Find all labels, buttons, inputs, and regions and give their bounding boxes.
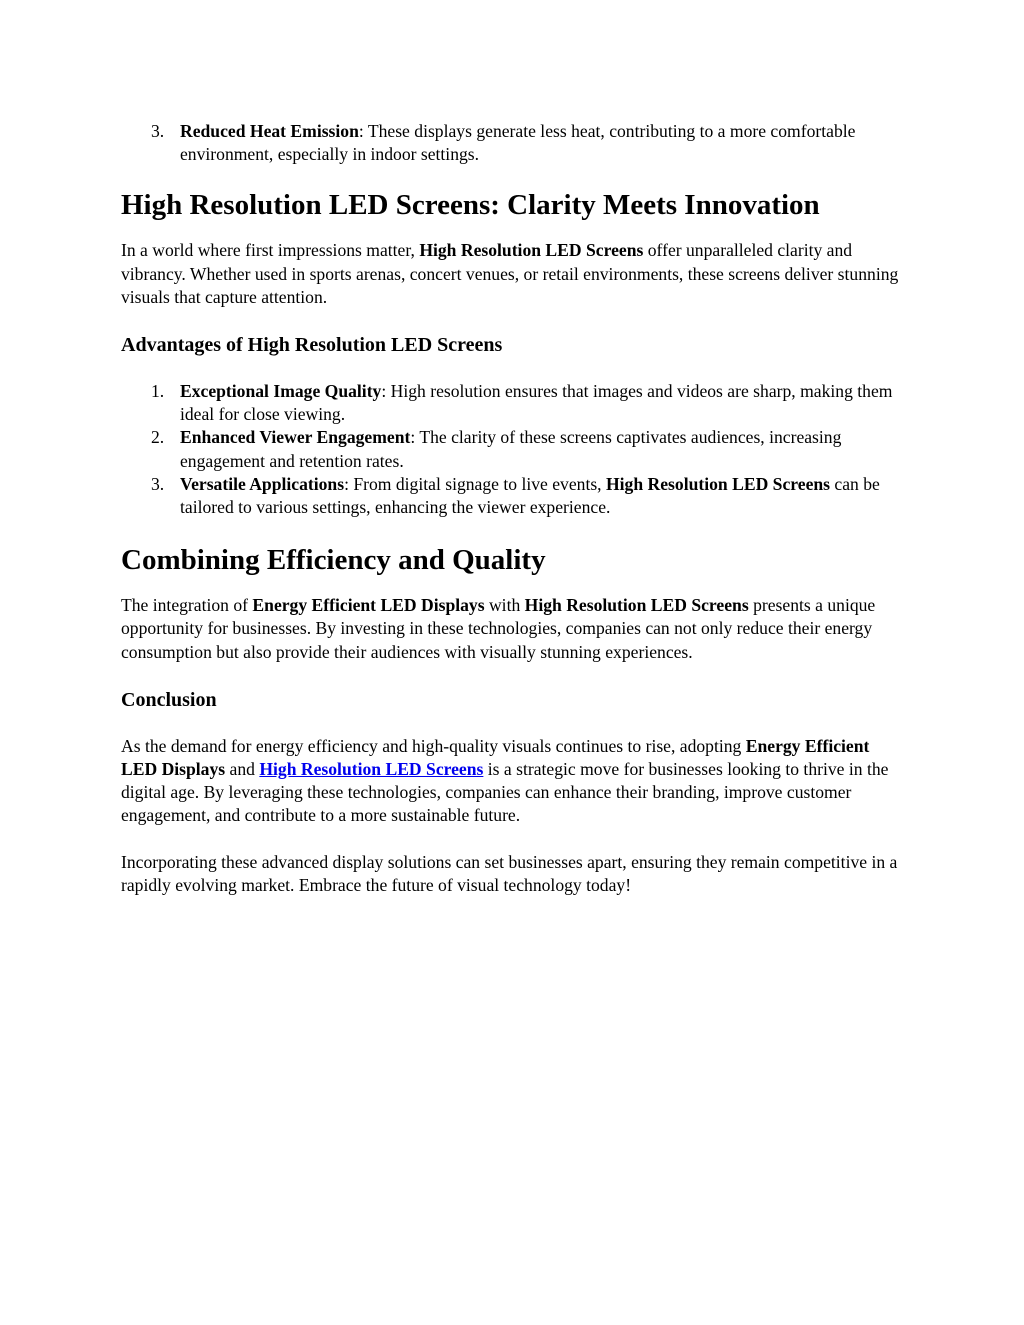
list-item — [121, 473, 906, 519]
conclusion-text-mid: and — [225, 759, 260, 780]
combine-bold-term-2: High Resolution LED Screens — [524, 595, 749, 616]
combine-text-mid: with — [484, 595, 525, 616]
combine-text-start: The integration of — [121, 595, 253, 616]
intro-text-end: offer unparalleled clarity and vibrancy. Whether used in sports arenas, concert venues, or retail environments, these screens deliver stunning visuals that capture attention. — [121, 240, 899, 307]
list-item-text: : The clarity of these screens captivates audiences, increasing engagement and retention rates. — [180, 427, 842, 471]
conclusion-paragraph-1 — [121, 735, 906, 828]
combine-bold-term-1: Energy Efficient LED Displays — [252, 595, 485, 616]
conclusion-heading: Conclusion — [121, 688, 217, 711]
intro-bold-term: High Resolution LED Screens — [419, 240, 644, 261]
list-item-text: : These displays generate less heat, contributing to a more comfortable environment, especially in indoor settings. — [180, 121, 856, 165]
list-item-bold-term: High Resolution LED Screens — [605, 473, 831, 494]
benefits-list-continued — [121, 120, 906, 166]
conclusion-text-end: is a strategic move for businesses looking to thrive in the digital age. By leveraging these technologies, companies can enhance their branding, improve customer engagement, and contribute to a more sustainable future. — [121, 759, 889, 826]
list-item — [121, 120, 906, 166]
intro-text-start: In a world where first impressions matter, — [121, 240, 420, 261]
list-item-title: Enhanced Viewer Engagement — [180, 427, 411, 448]
list-number: 2. — [151, 427, 165, 448]
section-heading-combining: Combining Efficiency and Quality — [121, 544, 546, 577]
conclusion-bold-term: Energy Efficient LED Displays — [121, 735, 870, 780]
high-resolution-led-screens-link[interactable]: High Resolution LED Screens — [259, 759, 484, 780]
list-item — [121, 380, 906, 426]
list-item — [121, 426, 906, 472]
section-heading-high-resolution: High Resolution LED Screens: Clarity Meets Innovation — [121, 189, 820, 222]
advantages-list — [121, 380, 906, 519]
list-item-text-end: can be tailored to various settings, enhancing the viewer experience. — [180, 473, 880, 518]
high-resolution-intro-paragraph — [121, 239, 906, 309]
conclusion-paragraph-2: Incorporating these advanced display solutions can set businesses apart, ensuring they remain competitive in a rapidly evolving market. Embrace the future of visual technology today! — [121, 851, 898, 895]
list-number: 3. — [151, 473, 165, 494]
document-page — [121, 118, 906, 897]
list-item-title: Versatile Applications — [180, 473, 345, 494]
conclusion-text-start: As the demand for energy efficiency and high-quality visuals continues to rise, adopting — [121, 735, 746, 756]
list-item-text: : High resolution ensures that images and videos are sharp, making them ideal for close viewing. — [180, 381, 893, 425]
advantages-subheading: Advantages of High Resolution LED Screens — [121, 334, 503, 357]
combine-text-end: presents a unique opportunity for businesses. By investing in these technologies, companies can not only reduce their energy consumption but also provide their audiences with visually stunning experiences. — [121, 595, 876, 662]
list-number: 1. — [151, 381, 165, 402]
list-item-text-start: : From digital signage to live events, — [344, 473, 606, 494]
list-number: 3. — [151, 121, 165, 141]
list-item-title: Exceptional Image Quality — [180, 381, 382, 402]
list-item-title: Reduced Heat Emission — [180, 121, 359, 141]
combining-paragraph — [121, 594, 906, 664]
